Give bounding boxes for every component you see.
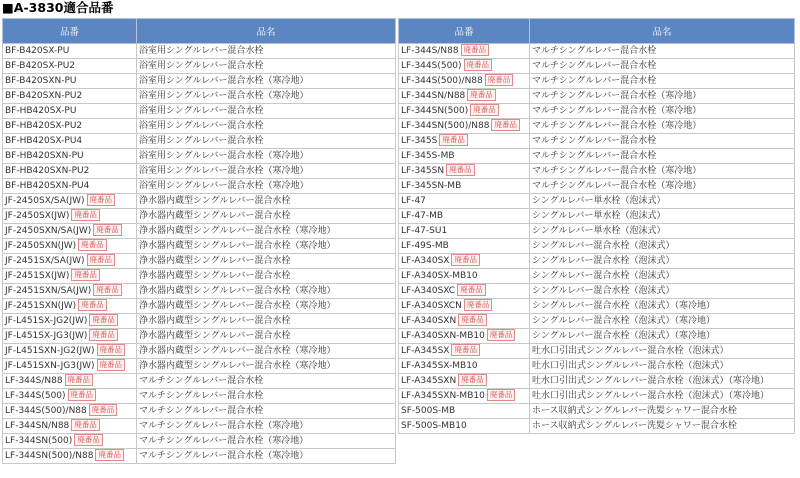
table-row [3, 179, 396, 194]
discontinued-badge: 廃番品 [95, 449, 124, 461]
parts-table-left [2, 18, 396, 464]
part-number: JF-2451SXN/SA(JW) [5, 286, 92, 296]
table-row [399, 44, 795, 59]
discontinued-badge: 廃番品 [78, 299, 107, 311]
page-title: ■A-3830適合品番 [2, 0, 114, 15]
part-number-cell [399, 299, 530, 314]
table-row [3, 419, 396, 434]
table-header-row [3, 19, 396, 44]
table-row [399, 314, 795, 329]
table-row [399, 194, 795, 209]
table-row [3, 404, 396, 419]
part-number: BF-HB420SXN-PU [5, 151, 84, 161]
product-name-cell: 浴室用シングルレバー混合水栓（寒冷地） [137, 74, 396, 89]
part-number: JF-2450SX/SA(JW) [5, 196, 85, 206]
table-row [3, 134, 396, 149]
discontinued-badge: 廃番品 [89, 329, 118, 341]
part-number: LF-345SN [401, 166, 445, 176]
product-name-cell: 吐水口引出式シングルレバー混合水栓（泡沫式）（寒冷地） [530, 389, 795, 404]
part-number: LF-A340SXN-MB10 [401, 331, 485, 341]
part-number: LF-A340SXC [401, 286, 456, 296]
table-row [399, 134, 795, 149]
product-name-cell: マルチシングルレバー混合水栓 [530, 44, 795, 59]
part-number: BF-B420SX-PU2 [5, 61, 76, 71]
discontinued-badge: 廃番品 [65, 374, 94, 386]
part-number: BF-B420SX-PU [5, 46, 70, 56]
table-row [3, 149, 396, 164]
product-name-cell: 浄水器内蔵型シングルレバー混合水栓（寒冷地） [137, 344, 396, 359]
discontinued-badge: 廃番品 [87, 194, 116, 206]
product-name-cell: シングルレバー単水栓（泡沫式） [530, 224, 795, 239]
part-number: LF-344SN(500)/N88 [5, 451, 94, 461]
product-name-cell: マルチシングルレバー混合水栓（寒冷地） [137, 419, 396, 434]
part-number-cell [3, 314, 137, 329]
discontinued-badge: 廃番品 [446, 164, 475, 176]
discontinued-badge: 廃番品 [458, 374, 487, 386]
product-name-cell: 浄水器内蔵型シングルレバー混合水栓 [137, 269, 396, 284]
discontinued-badge: 廃番品 [464, 299, 493, 311]
part-number-cell [3, 149, 137, 164]
product-name-cell: マルチシングルレバー混合水栓（寒冷地） [530, 119, 795, 134]
part-number-cell [399, 224, 530, 239]
part-number: LF-344S(500)/N88 [5, 406, 87, 416]
product-name-cell: マルチシングルレバー混合水栓 [137, 389, 396, 404]
part-number: SF-500S-MB [401, 406, 456, 416]
part-number: BF-B420SXN-PU [5, 76, 77, 86]
part-number: LF-A345SX-MB10 [401, 361, 478, 371]
product-name-cell: 浄水器内蔵型シングルレバー混合水栓（寒冷地） [137, 224, 396, 239]
product-name-cell: マルチシングルレバー混合水栓（寒冷地） [137, 449, 396, 464]
table-row [3, 434, 396, 449]
part-number-cell [3, 299, 137, 314]
product-name-cell: シングルレバー単水栓（泡沫式） [530, 194, 795, 209]
part-number: LF-344SN/N88 [5, 421, 70, 431]
product-name-cell: 浴室用シングルレバー混合水栓 [137, 104, 396, 119]
product-name-cell: ホース収納式シングルレバー洗髪シャワー混合水栓 [530, 419, 795, 434]
part-number-cell [399, 149, 530, 164]
part-number: JF-2451SXN(JW) [5, 301, 77, 311]
product-name-cell: シングルレバー混合水栓（泡沫式）（寒冷地） [530, 314, 795, 329]
part-number: LF-344S(500)/N88 [401, 76, 483, 86]
product-name-cell: 浴室用シングルレバー混合水栓 [137, 134, 396, 149]
parts-table-right [398, 18, 795, 434]
part-number: LF-A345SXN-MB10 [401, 391, 485, 401]
product-name-cell: 吐水口引出式シングルレバー混合水栓（泡沫式） [530, 344, 795, 359]
product-name-cell: シングルレバー混合水栓（泡沫式） [530, 269, 795, 284]
product-name-cell: シングルレバー混合水栓（泡沫式） [530, 254, 795, 269]
part-number: LF-47-MB [401, 211, 444, 221]
table-row [399, 419, 795, 434]
product-name-cell: マルチシングルレバー混合水栓（寒冷地） [530, 89, 795, 104]
product-name-cell: マルチシングルレバー混合水栓（寒冷地） [530, 104, 795, 119]
discontinued-badge: 廃番品 [89, 314, 118, 326]
part-number-cell [3, 119, 137, 134]
part-number: LF-344SN(500) [5, 436, 73, 446]
discontinued-badge: 廃番品 [78, 239, 107, 251]
part-number-cell [3, 44, 137, 59]
table-row [3, 284, 396, 299]
product-name-cell: 浴室用シングルレバー混合水栓（寒冷地） [137, 179, 396, 194]
product-name-cell: 浄水器内蔵型シングルレバー混合水栓 [137, 329, 396, 344]
product-name-cell: 浄水器内蔵型シングルレバー混合水栓（寒冷地） [137, 359, 396, 374]
table-row [399, 59, 795, 74]
product-name-cell: マルチシングルレバー混合水栓 [137, 404, 396, 419]
discontinued-badge: 廃番品 [74, 434, 103, 446]
table-row [3, 314, 396, 329]
table-row [3, 269, 396, 284]
product-name-cell: マルチシングルレバー混合水栓 [530, 149, 795, 164]
part-number: LF-344SN(500) [401, 106, 469, 116]
table-row [399, 329, 795, 344]
table-header-row [399, 19, 795, 44]
product-name-cell: 浴室用シングルレバー混合水栓 [137, 119, 396, 134]
table-row [399, 89, 795, 104]
part-number-cell [399, 419, 530, 434]
header-product-name: 品名 [137, 19, 396, 44]
table-row [399, 74, 795, 89]
table-row [399, 209, 795, 224]
part-number: LF-344S(500) [401, 61, 462, 71]
part-number: JF-2450SX(JW) [5, 211, 70, 221]
discontinued-badge: 廃番品 [487, 389, 516, 401]
table-row [399, 389, 795, 404]
discontinued-badge: 廃番品 [491, 119, 520, 131]
table-row [399, 119, 795, 134]
product-name-cell: シングルレバー混合水栓（泡沫式） [530, 284, 795, 299]
part-number-cell [399, 194, 530, 209]
part-number: LF-345S [401, 136, 438, 146]
table-row [399, 104, 795, 119]
part-number-cell [399, 314, 530, 329]
part-number-cell [3, 239, 137, 254]
discontinued-badge: 廃番品 [71, 209, 100, 221]
table-row [3, 209, 396, 224]
discontinued-badge: 廃番品 [89, 404, 118, 416]
part-number: LF-A340SX [401, 256, 450, 266]
table-row [3, 44, 396, 59]
product-name-cell: 浄水器内蔵型シングルレバー混合水栓 [137, 194, 396, 209]
table-row [399, 224, 795, 239]
product-name-cell: シングルレバー混合水栓（泡沫式）（寒冷地） [530, 329, 795, 344]
table-body [399, 44, 795, 434]
discontinued-badge: 廃番品 [93, 224, 122, 236]
product-name-cell: 浄水器内蔵型シングルレバー混合水栓（寒冷地） [137, 299, 396, 314]
discontinued-badge: 廃番品 [457, 284, 486, 296]
product-name-cell: 吐水口引出式シングルレバー混合水栓（泡沫式）（寒冷地） [530, 374, 795, 389]
part-number: BF-HB420SXN-PU4 [5, 181, 90, 191]
product-name-cell: 浄水器内蔵型シングルレバー混合水栓（寒冷地） [137, 239, 396, 254]
part-number: LF-345SN-MB [401, 181, 462, 191]
part-number-cell [399, 269, 530, 284]
table-row [3, 119, 396, 134]
table-row [3, 374, 396, 389]
part-number: BF-B420SXN-PU2 [5, 91, 83, 101]
header-product-name: 品名 [530, 19, 795, 44]
discontinued-badge: 廃番品 [97, 359, 126, 371]
table-row [3, 299, 396, 314]
part-number-cell [399, 209, 530, 224]
part-number: LF-A340SX-MB10 [401, 271, 478, 281]
table-row [3, 389, 396, 404]
table-row [399, 164, 795, 179]
part-number: SF-500S-MB10 [401, 421, 467, 431]
table-row [399, 149, 795, 164]
table-row [3, 254, 396, 269]
table-row [3, 359, 396, 374]
part-number-cell [399, 404, 530, 419]
part-number-cell [3, 254, 137, 269]
discontinued-badge: 廃番品 [458, 314, 487, 326]
product-name-cell: 浴室用シングルレバー混合水栓（寒冷地） [137, 164, 396, 179]
table-body [3, 44, 396, 464]
header-part-number: 品番 [3, 19, 137, 44]
part-number: LF-47 [401, 196, 426, 206]
part-number: LF-344S/N88 [401, 46, 459, 56]
part-number: LF-345S-MB [401, 151, 455, 161]
part-number-cell [399, 284, 530, 299]
part-number: JF-2451SX(JW) [5, 271, 70, 281]
part-number-cell [3, 449, 137, 464]
table-row [3, 89, 396, 104]
discontinued-badge: 廃番品 [87, 254, 116, 266]
product-name-cell: マルチシングルレバー混合水栓 [530, 59, 795, 74]
table-row [3, 59, 396, 74]
part-number-cell [3, 269, 137, 284]
part-number-cell [3, 374, 137, 389]
header-part-number: 品番 [399, 19, 530, 44]
part-number-cell [3, 434, 137, 449]
discontinued-badge: 廃番品 [464, 59, 493, 71]
table-row [399, 284, 795, 299]
part-number-cell [3, 164, 137, 179]
part-number-cell [399, 254, 530, 269]
table-row [399, 239, 795, 254]
product-name-cell: 浴室用シングルレバー混合水栓 [137, 44, 396, 59]
table-row [399, 344, 795, 359]
part-number: JF-2451SX/SA(JW) [5, 256, 85, 266]
discontinued-badge: 廃番品 [71, 269, 100, 281]
part-number: JF-L451SX-JG2(JW) [5, 316, 88, 326]
part-number-cell [399, 329, 530, 344]
discontinued-badge: 廃番品 [451, 254, 480, 266]
part-number-cell [399, 89, 530, 104]
part-number-cell [399, 119, 530, 134]
product-name-cell: 浄水器内蔵型シングルレバー混合水栓 [137, 314, 396, 329]
table-row [399, 374, 795, 389]
part-number: LF-A345SX [401, 346, 450, 356]
part-number-cell [3, 179, 137, 194]
table-row [3, 224, 396, 239]
table-row [3, 329, 396, 344]
discontinued-badge: 廃番品 [470, 104, 499, 116]
part-number-cell [399, 134, 530, 149]
part-number-cell [3, 224, 137, 239]
part-number: JF-L451SXN-JG3(JW) [5, 361, 95, 371]
part-number-cell [3, 74, 137, 89]
table-row [3, 239, 396, 254]
product-name-cell: 浴室用シングルレバー混合水栓（寒冷地） [137, 89, 396, 104]
part-number: LF-A340SXCN [401, 301, 462, 311]
part-number-cell [399, 344, 530, 359]
part-number-cell [3, 419, 137, 434]
part-number: LF-47-SU1 [401, 226, 448, 236]
product-name-cell: 浄水器内蔵型シングルレバー混合水栓 [137, 254, 396, 269]
product-name-cell: ホース収納式シングルレバー洗髪シャワー混合水栓 [530, 404, 795, 419]
product-name-cell: シングルレバー混合水栓（泡沫式） [530, 239, 795, 254]
part-number: LF-344S(500) [5, 391, 66, 401]
part-number: LF-A340SXN [401, 316, 457, 326]
product-name-cell: マルチシングルレバー混合水栓（寒冷地） [137, 434, 396, 449]
table-row [3, 164, 396, 179]
part-number-cell [3, 89, 137, 104]
table-row [3, 449, 396, 464]
discontinued-badge: 廃番品 [97, 344, 126, 356]
part-number-cell [399, 59, 530, 74]
part-number: JF-2450SXN(JW) [5, 241, 77, 251]
part-number-cell [399, 239, 530, 254]
part-number: LF-344SN/N88 [401, 91, 466, 101]
table-row [399, 254, 795, 269]
part-number-cell [399, 359, 530, 374]
table-row [399, 179, 795, 194]
table-row [399, 404, 795, 419]
part-number: LF-A345SXN [401, 376, 457, 386]
part-number: JF-L451SX-JG3(JW) [5, 331, 88, 341]
discontinued-badge: 廃番品 [439, 134, 468, 146]
product-name-cell: マルチシングルレバー混合水栓（寒冷地） [530, 164, 795, 179]
part-number-cell [3, 389, 137, 404]
part-number: LF-344S/N88 [5, 376, 63, 386]
table-row [399, 299, 795, 314]
discontinued-badge: 廃番品 [68, 389, 97, 401]
part-number-cell [399, 104, 530, 119]
part-number: JF-2450SXN/SA(JW) [5, 226, 92, 236]
discontinued-badge: 廃番品 [93, 284, 122, 296]
product-name-cell: シングルレバー単水栓（泡沫式） [530, 209, 795, 224]
part-number-cell [3, 404, 137, 419]
part-number-cell [399, 44, 530, 59]
product-name-cell: マルチシングルレバー混合水栓 [530, 74, 795, 89]
part-number: BF-HB420SX-PU4 [5, 136, 83, 146]
part-number: LF-49S-MB [401, 241, 449, 251]
product-name-cell: 浴室用シングルレバー混合水栓 [137, 59, 396, 74]
part-number-cell [3, 104, 137, 119]
part-number: JF-L451SXN-JG2(JW) [5, 346, 95, 356]
discontinued-badge: 廃番品 [467, 89, 496, 101]
table-row [399, 359, 795, 374]
part-number-cell [3, 284, 137, 299]
part-number-cell [399, 164, 530, 179]
table-row [3, 344, 396, 359]
part-number-cell [3, 329, 137, 344]
discontinued-badge: 廃番品 [485, 74, 514, 86]
part-number-cell [399, 179, 530, 194]
discontinued-badge: 廃番品 [71, 419, 100, 431]
table-row [3, 194, 396, 209]
product-name-cell: マルチシングルレバー混合水栓 [137, 374, 396, 389]
product-name-cell: マルチシングルレバー混合水栓（寒冷地） [530, 179, 795, 194]
table-row [399, 269, 795, 284]
part-number: LF-344SN(500)/N88 [401, 121, 490, 131]
part-number: BF-HB420SX-PU [5, 106, 77, 116]
product-name-cell: 浴室用シングルレバー混合水栓（寒冷地） [137, 149, 396, 164]
discontinued-badge: 廃番品 [461, 44, 490, 56]
product-name-cell: 吐水口引出式シングルレバー混合水栓（泡沫式） [530, 359, 795, 374]
product-name-cell: シングルレバー混合水栓（泡沫式）（寒冷地） [530, 299, 795, 314]
discontinued-badge: 廃番品 [451, 344, 480, 356]
table-row [3, 104, 396, 119]
part-number-cell [399, 374, 530, 389]
discontinued-badge: 廃番品 [487, 329, 516, 341]
part-number-cell [3, 209, 137, 224]
part-number-cell [399, 74, 530, 89]
part-number: BF-HB420SXN-PU2 [5, 166, 90, 176]
product-name-cell: 浄水器内蔵型シングルレバー混合水栓（寒冷地） [137, 284, 396, 299]
part-number-cell [3, 134, 137, 149]
part-number-cell [3, 59, 137, 74]
part-number-cell [3, 344, 137, 359]
part-number-cell [3, 194, 137, 209]
product-name-cell: マルチシングルレバー混合水栓 [530, 134, 795, 149]
product-name-cell: 浄水器内蔵型シングルレバー混合水栓 [137, 209, 396, 224]
part-number-cell [3, 359, 137, 374]
part-number-cell [399, 389, 530, 404]
part-number: BF-HB420SX-PU2 [5, 121, 83, 131]
table-row [3, 74, 396, 89]
